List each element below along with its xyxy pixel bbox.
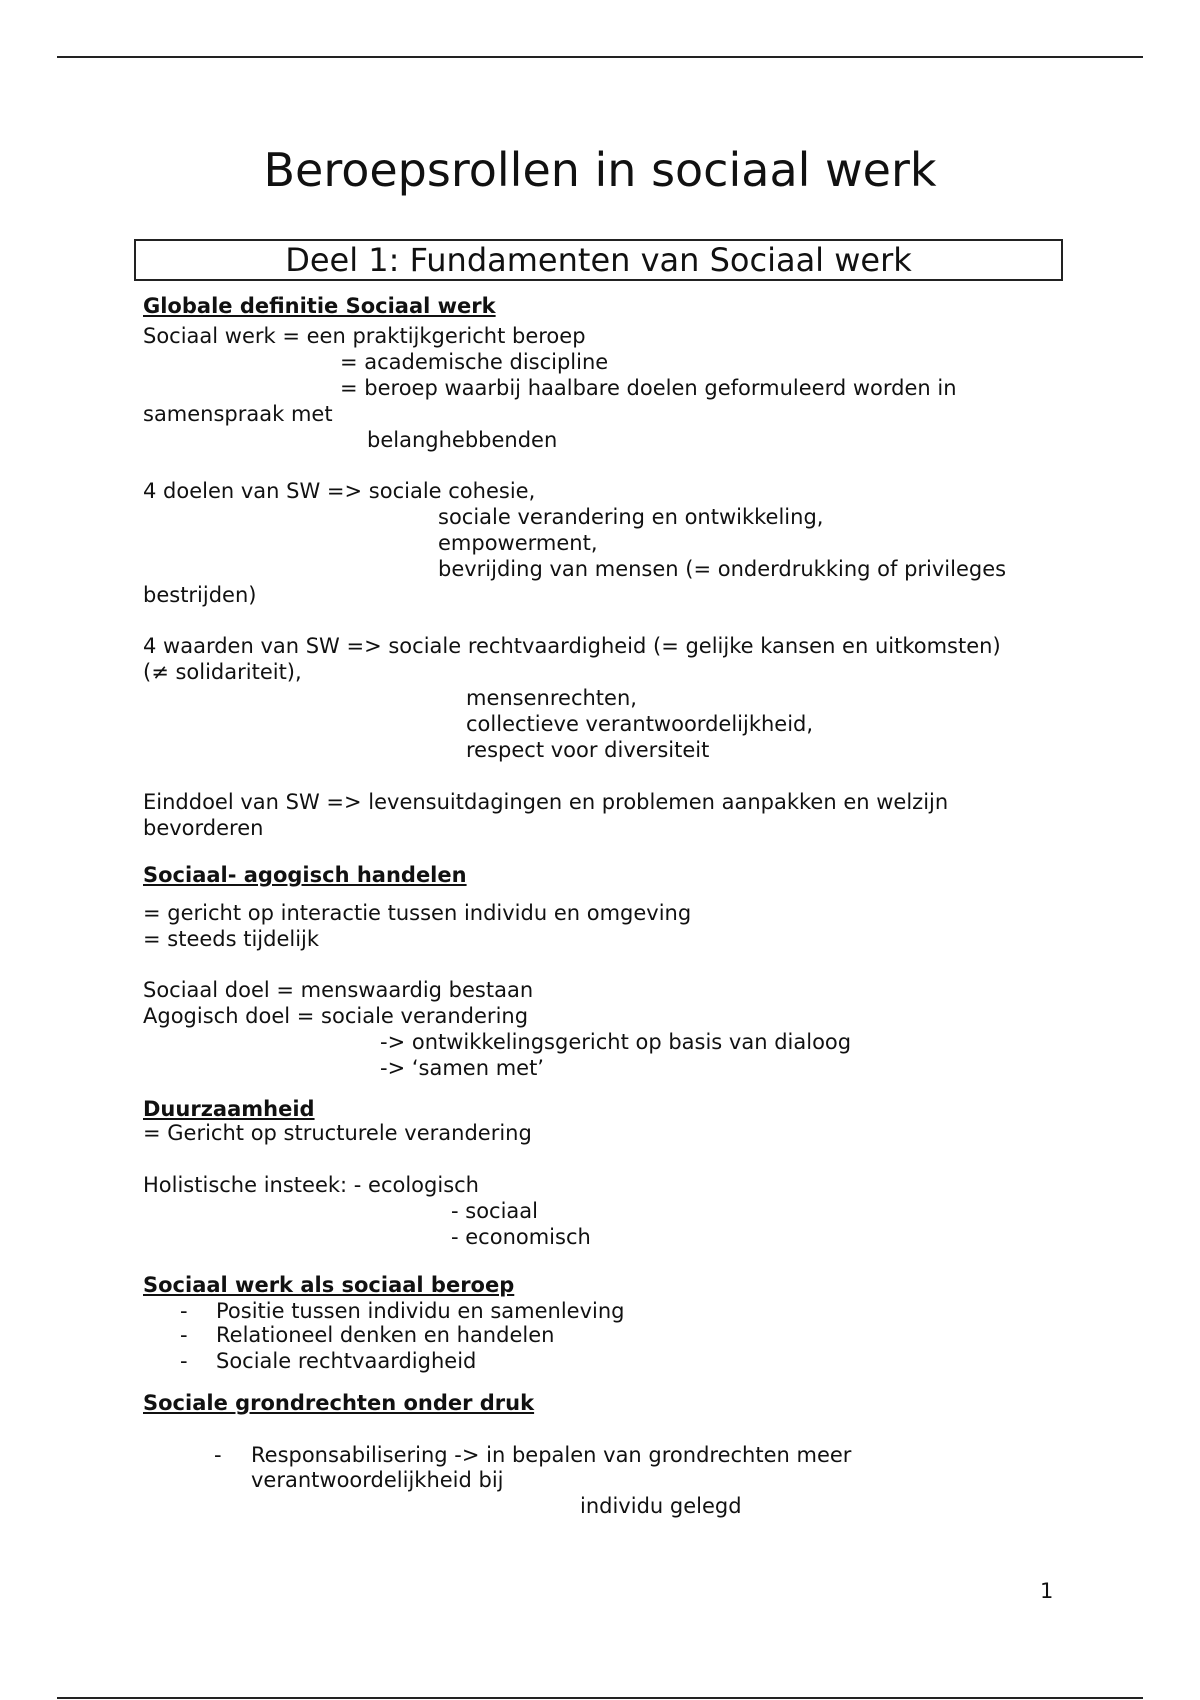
section-heading-grondrechten: Sociale grondrechten onder druk bbox=[143, 1391, 535, 1415]
text-line: - sociaal bbox=[451, 1199, 538, 1223]
text-line: individu gelegd bbox=[580, 1494, 742, 1518]
text-line: = gericht op interactie tussen individu en omgeving bbox=[143, 901, 692, 925]
text-line: = academische discipline bbox=[340, 350, 609, 374]
bullet-dash: - bbox=[214, 1443, 222, 1467]
header-rule bbox=[57, 56, 1143, 58]
text-line: respect voor diversiteit bbox=[466, 738, 710, 762]
text-line: -> ontwikkelingsgericht op basis van dialoog bbox=[380, 1030, 852, 1054]
text-line: = Gericht op structurele verandering bbox=[143, 1121, 532, 1145]
text-line: Einddoel van SW => levensuitdagingen en problemen aanpakken en welzijn bbox=[143, 790, 949, 814]
text-line: 4 doelen van SW => sociale cohesie, bbox=[143, 479, 536, 503]
list-item: Responsabilisering -> in bepalen van grondrechten meer bbox=[251, 1443, 852, 1467]
text-line: -> ‘samen met’ bbox=[380, 1056, 544, 1080]
text-line: samenspraak met bbox=[143, 402, 333, 426]
text-line: bevorderen bbox=[143, 816, 264, 840]
text-line: = steeds tijdelijk bbox=[143, 927, 320, 951]
text-line: = beroep waarbij haalbare doelen geformuleerd worden in bbox=[340, 376, 957, 400]
text-line: empowerment, bbox=[438, 531, 598, 555]
text-line: mensenrechten, bbox=[466, 686, 637, 710]
document-title: Beroepsrollen in sociaal werk bbox=[263, 143, 937, 197]
section-heading-beroep: Sociaal werk als sociaal beroep bbox=[143, 1273, 515, 1297]
list-item: Positie tussen individu en samenleving bbox=[216, 1299, 625, 1323]
text-line: 4 waarden van SW => sociale rechtvaardigheid (= gelijke kansen en uitkomsten) bbox=[143, 634, 1001, 658]
text-line: Sociaal doel = menswaardig bestaan bbox=[143, 978, 534, 1002]
text-line: verantwoordelijkheid bij bbox=[251, 1468, 504, 1492]
text-line: Holistische insteek: - ecologisch bbox=[143, 1173, 479, 1197]
section-heading-agogisch: Sociaal- agogisch handelen bbox=[143, 863, 467, 887]
text-line: collectieve verantwoordelijkheid, bbox=[466, 712, 814, 736]
list-item: Relationeel denken en handelen bbox=[216, 1323, 555, 1347]
section-heading-globale: Globale definitie Sociaal werk bbox=[143, 294, 496, 318]
text-line: belanghebbenden bbox=[367, 428, 558, 452]
page-number: 1 bbox=[1040, 1579, 1054, 1603]
text-line: Agogisch doel = sociale verandering bbox=[143, 1004, 529, 1028]
part-title-box: Deel 1: Fundamenten van Sociaal werk bbox=[134, 239, 1063, 281]
text-line: bestrijden) bbox=[143, 583, 257, 607]
section-heading-duurzaamheid: Duurzaamheid bbox=[143, 1097, 315, 1121]
bullet-dash: - bbox=[180, 1349, 188, 1373]
text-line: Sociaal werk = een praktijkgericht beroep bbox=[143, 324, 586, 348]
bullet-dash: - bbox=[180, 1323, 188, 1347]
text-line: bevrijding van mensen (= onderdrukking of privileges bbox=[438, 557, 1007, 581]
text-line: (≠ solidariteit), bbox=[143, 660, 302, 684]
text-line: - economisch bbox=[451, 1225, 591, 1249]
bullet-dash: - bbox=[180, 1299, 188, 1323]
footer-rule bbox=[57, 1697, 1143, 1699]
text-line: sociale verandering en ontwikkeling, bbox=[438, 505, 824, 529]
list-item: Sociale rechtvaardigheid bbox=[216, 1349, 477, 1373]
